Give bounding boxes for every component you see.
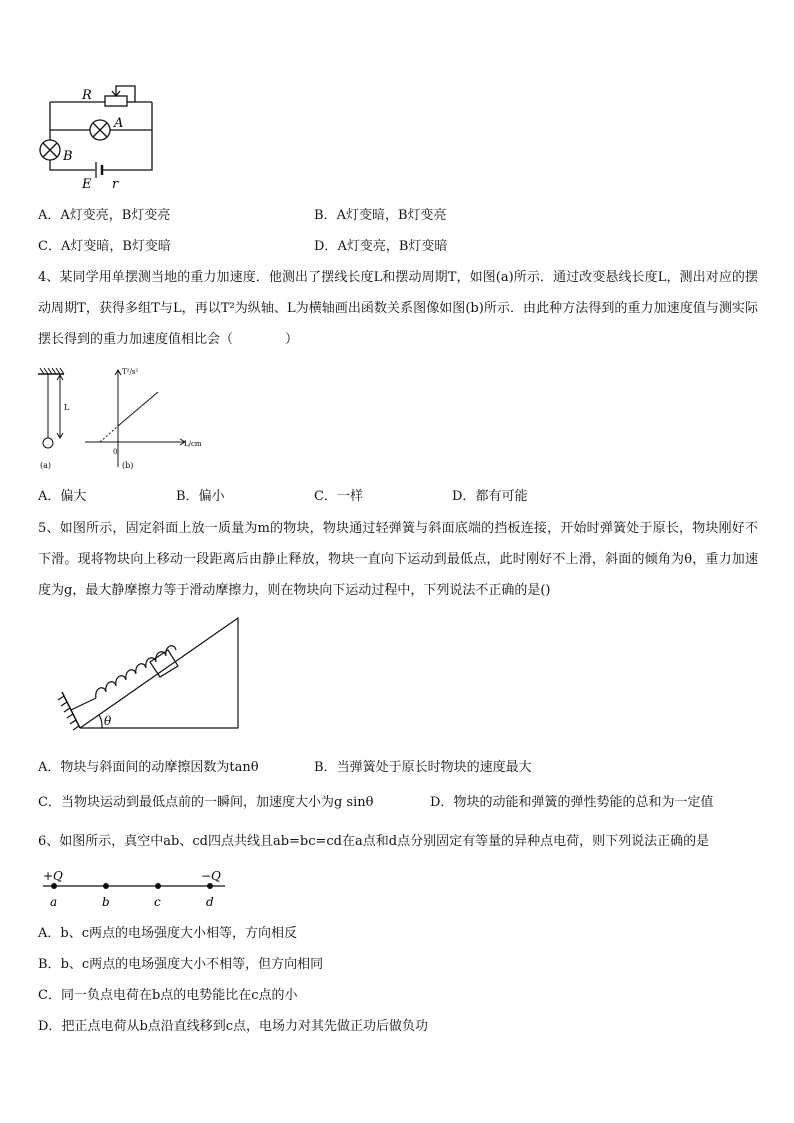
label-fig-a: (a): [40, 461, 52, 470]
label-y-axis: T²/s²: [122, 368, 139, 376]
q3-option-a: A．A灯变亮，B灯变亮: [38, 208, 171, 223]
q5-option-a: A．物块与斜面间的动摩擦因数为tanθ: [38, 760, 259, 775]
incline-spring-block-figure: [40, 610, 250, 735]
point-b: [103, 883, 109, 889]
q6-option-a: A．b、c两点的电场强度大小相等，方向相反: [38, 926, 297, 941]
label-d: d: [206, 895, 214, 909]
label-fig-b: (b): [122, 461, 134, 470]
q4-option-d: D．都有可能: [452, 489, 528, 504]
q5-stem: 5、如图所示，固定斜面上放一质量为m的物块，物块通过轻弹簧与斜面底端的挡板连接，开始时弹簧处于原长，物块刚好不下滑。现将物块向上移动一段距离后由静止释放，物块一直向下运动到最低点，此时刚好不上滑，斜面的倾角为θ，重力加速度为g，最大静摩擦力等于滑动摩擦力，则在物块向下运动过程中，下列说法不正确的是(): [38, 521, 758, 598]
q3-option-b: B．A灯变暗，B灯变亮: [314, 208, 447, 223]
label-B: B: [63, 149, 73, 164]
q4-option-b: B．偏小: [176, 489, 225, 504]
label-A: A: [114, 116, 124, 131]
q4-option-c: C．一样: [314, 489, 363, 504]
q5-option-c: C．当物块运动到最低点前的一瞬间，加速度大小为g sinθ: [38, 795, 374, 810]
q6-option-c: C．同一负点电荷在b点的电势能比在c点的小: [38, 988, 298, 1003]
label-origin: 0: [113, 448, 118, 456]
point-c: [155, 883, 161, 889]
label-c: c: [154, 895, 161, 909]
q3-option-c: C．A灯变暗，B灯变暗: [38, 239, 171, 254]
q4-stem: 4、某同学用单摆测当地的重力加速度．他测出了摆线长度L和摆动周期T，如图(a)所示．通过改变悬线长度L，测出对应的摆动周期T，获得多组T与L，再以T²为纵轴、L为横轴画出函数关系图像如图(b)所示．由此种方法得到的重力加速度值与测实际摆长得到的重力加速度值相比会（ ）: [38, 270, 758, 347]
q3-option-d: D．A灯变亮，B灯变暗: [314, 239, 448, 254]
label-plus-q: +Q: [43, 869, 63, 883]
label-b: b: [102, 895, 110, 909]
label-a: a: [50, 895, 58, 909]
point-a: [51, 883, 57, 889]
label-E: E: [82, 177, 92, 192]
label-R: R: [82, 88, 92, 103]
q6-option-b: B．b、c两点的电场强度大小不相等，但方向相同: [38, 957, 324, 972]
q5-option-b: B．当弹簧处于原长时物块的速度最大: [314, 760, 532, 775]
label-r: r: [112, 177, 119, 192]
pendulum-and-graph-figure: [30, 362, 220, 474]
label-x-axis: L/cm: [184, 440, 202, 448]
q6-stem: 6、如图所示，真空中ab、cd四点共线且ab=bc=cd在a点和d点分别固定有等量的异种点电荷，则下列说法正确的是: [38, 834, 710, 849]
q6-option-d: D．把正点电荷从b点沿直线移到c点，电场力对其先做正功后做负功: [38, 1019, 429, 1034]
point-d: [207, 883, 213, 889]
label-minus-q: −Q: [201, 869, 221, 883]
charges-line-figure: [35, 866, 235, 910]
label-L: L: [64, 403, 70, 412]
q4-option-a: A．偏大: [38, 489, 87, 504]
label-theta: θ: [104, 714, 112, 728]
q5-option-d: D．物块的动能和弹簧的弹性势能的总和为一定值: [430, 795, 714, 810]
circuit-diagram: [30, 80, 165, 195]
